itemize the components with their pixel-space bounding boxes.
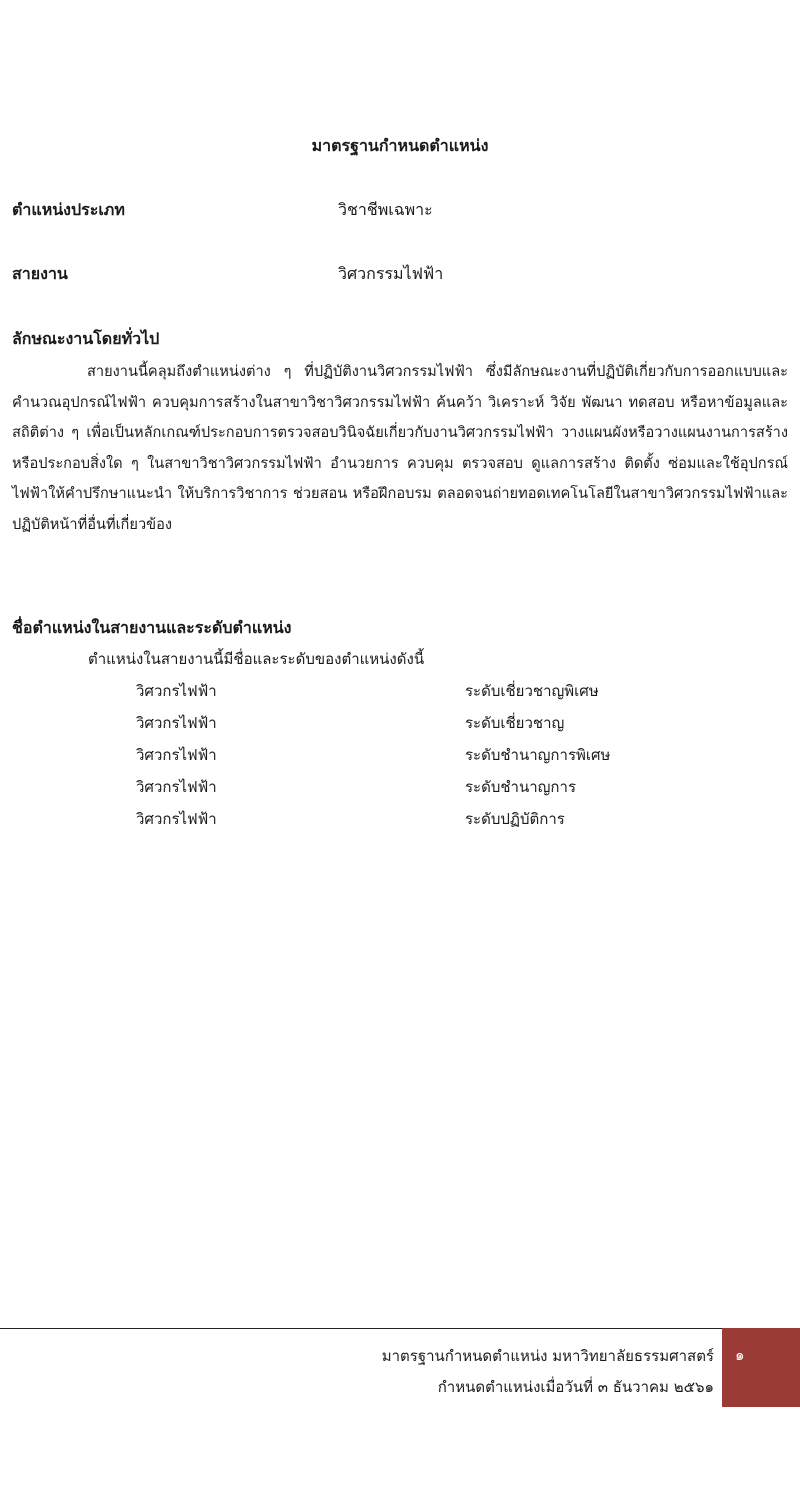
general-duties-heading: ลักษณะงานโดยทั่วไป <box>12 329 160 348</box>
position-name: วิศวกรไฟฟ้า <box>136 778 217 796</box>
position-type-value: วิชาชีพเฉพาะ <box>338 200 433 219</box>
position-row <box>0 773 800 805</box>
position-name: วิศวกรไฟฟ้า <box>136 714 217 732</box>
position-level: ระดับชำนาญการ <box>465 778 576 796</box>
positions-list <box>0 677 800 837</box>
position-row <box>0 741 800 773</box>
line-of-work-label: สายงาน <box>12 264 68 283</box>
position-type-label: ตำแหน่งประเภท <box>12 200 125 219</box>
position-level: ระดับชำนาญการพิเศษ <box>465 746 611 764</box>
positions-heading: ชื่อตำแหน่งในสายงานและระดับตำแหน่ง <box>12 618 292 637</box>
general-duties-text: สายงานนี้คลุมถึงตำแหน่งต่าง ๆ ที่ปฏิบัติงานวิศวกรรมไฟฟ้า ซึ่งมีลักษณะงานที่ปฏิบัติเกี่ยวกับการออกแบบและคำนวณอุปกรณ์ไฟฟ้า ควบคุมการสร้างในสาขาวิชาวิศวกรรมไฟฟ้า ค้นคว้า วิเคราะห์ วิจัย พัฒนา ทดสอบ หรือหาข้อมูลและสถิติต่าง ๆ เพื่อเป็นหลักเกณฑ์ประกอบการตรวจสอบวินิจฉัยเกี่ยวกับงานวิศวกรรมไฟฟ้า วางแผนผังหรือวางแผนงานการสร้างหรือประกอบสิ่งใด ๆ ในสาขาวิชาวิศวกรรมไฟฟ้า อำนวยการ ควบคุม ตรวจสอบ ดูแลการสร้าง ติดตั้ง ซ่อมและใช้อุปกรณ์ไฟฟ้าให้คำปรึกษาแนะนำ ให้บริการวิชาการ ช่วยสอน หรือฝึกอบรม ตลอดจนถ่ายทอดเทคโนโลยีในสาขาวิศวกรรมไฟฟ้าและปฏิบัติหน้าที่อื่นที่เกี่ยวข้อง <box>12 363 788 533</box>
position-row <box>0 677 800 709</box>
page-number: ๑ <box>735 1346 745 1364</box>
position-row <box>0 805 800 837</box>
position-name: วิศวกรไฟฟ้า <box>136 746 217 764</box>
footer-line-1: มาตรฐานกำหนดตำแหน่ง มหาวิทยาลัยธรรมศาสตร์ <box>381 1347 714 1365</box>
footer-line-2: กำหนดตำแหน่งเมื่อวันที่ ๓ ธันวาคม ๒๕๖๑ <box>437 1378 714 1396</box>
page-number-box <box>722 1328 800 1407</box>
positions-intro: ตำแหน่งในสายงานนี้มีชื่อและระดับของตำแหน่งดังนี้ <box>88 650 425 668</box>
position-name: วิศวกรไฟฟ้า <box>136 810 217 828</box>
position-level: ระดับเชี่ยวชาญ <box>465 714 565 732</box>
footer-divider <box>0 1328 722 1329</box>
position-level: ระดับปฏิบัติการ <box>465 810 565 828</box>
position-level: ระดับเชี่ยวชาญพิเศษ <box>465 682 599 700</box>
position-row <box>0 709 800 741</box>
position-name: วิศวกรไฟฟ้า <box>136 682 217 700</box>
document-title: มาตรฐานกำหนดตำแหน่ง <box>311 136 489 155</box>
line-of-work-value: วิศวกรรมไฟฟ้า <box>338 264 444 283</box>
